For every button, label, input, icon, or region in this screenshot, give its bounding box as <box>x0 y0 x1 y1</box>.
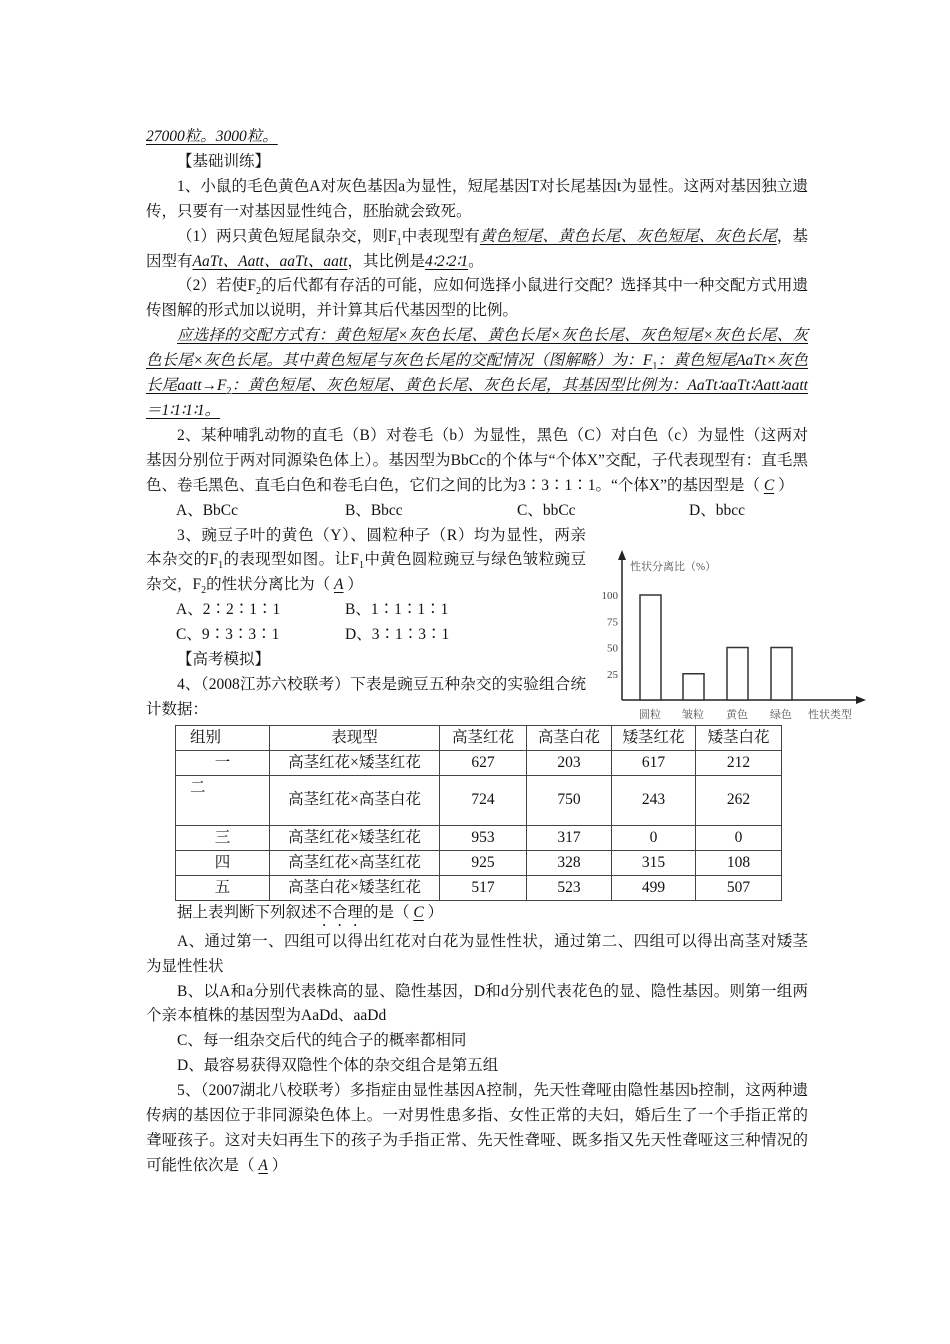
text: 的性状分离比为（ <box>206 576 335 594</box>
y-tick-label: 50 <box>607 642 618 655</box>
answer-text: ：黄色短尾AaTt×灰色长尾aatt→F <box>146 352 809 395</box>
paragraph <box>146 1029 808 1054</box>
text: ，其比例是 <box>347 252 426 270</box>
table-row <box>176 825 782 850</box>
q2-option-c: C、bbCc <box>517 501 576 519</box>
text: D、最容易获得双隐性个体的杂交组合是第五组 <box>177 1057 499 1075</box>
table-cell: 四 <box>176 850 270 875</box>
answer-text: C <box>413 903 424 921</box>
column-header: 组别 <box>176 725 270 750</box>
table-cell: 108 <box>696 850 782 875</box>
table-cell: 0 <box>612 825 696 850</box>
y-axis-arrow-icon <box>618 550 626 560</box>
answer-text: 4∶2∶2∶1 <box>425 252 469 270</box>
table-cell: 高茎红花×矮茎红花 <box>270 750 440 775</box>
text: 中黄色圆粒豌豆与绿色皱粒豌豆杂交，F <box>146 551 587 594</box>
answer-text: 黄色短尾、黄色长尾、灰色短尾、灰色长尾 <box>479 227 777 245</box>
x-tick-label: 皱粒 <box>682 709 704 721</box>
emphasized-text: 不合理 <box>316 903 364 921</box>
text: ） <box>343 576 363 594</box>
q2-option-d: D、bbcc <box>689 501 745 519</box>
q3-option-d: D、3∶1∶3∶1 <box>345 626 450 644</box>
column-header: 矮茎红花 <box>612 725 696 750</box>
paragraph <box>146 175 808 225</box>
table-cell: 507 <box>696 875 782 900</box>
y-tick-label: 75 <box>607 616 618 629</box>
answer-text: 应选择的交配方式有：黄色短尾×灰色长尾、黄色长尾×灰色长尾、灰色短尾×灰色长尾、灰色长尾×灰色长尾。其中黄色短尾与灰色长尾的交配情况（图解略）为：F <box>146 327 808 370</box>
table-cell: 750 <box>527 775 612 825</box>
text: 的是（ <box>363 903 414 921</box>
table-cell: 953 <box>440 825 527 850</box>
table-header-row <box>176 725 782 750</box>
column-header: 高茎红花 <box>440 725 527 750</box>
table-cell: 二 <box>176 775 270 825</box>
table-cell: 高茎红花×高茎红花 <box>270 850 440 875</box>
text: 4、（2008江苏六校联考）下表是豌豆五种杂交的实验组合统计数据： <box>146 675 586 718</box>
table-cell: 五 <box>176 875 270 900</box>
answer-text: A <box>334 576 344 594</box>
table-cell: 243 <box>612 775 696 825</box>
text: ） <box>423 903 444 921</box>
text: A、通过第一、四组可以得出红花对白花为显性性状，通过第二、四组可以得出高茎对矮茎为显性性状 <box>146 932 808 975</box>
table-row <box>176 775 782 825</box>
subscript: 2 <box>256 286 262 298</box>
column-header: 高茎白花 <box>527 725 612 750</box>
answer-text: A <box>258 1156 268 1174</box>
text: （1）两只黄色短尾鼠杂交，则F <box>177 227 397 245</box>
column-header: 矮茎白花 <box>696 725 782 750</box>
paragraph <box>146 324 808 424</box>
text: B、以A和a分别代表株高的显、隐性基因，D和d分别代表花色的显、隐性基因。则第一组两个亲本植株的基因型为AaDd、aaDd <box>146 982 808 1025</box>
table-cell: 203 <box>527 750 612 775</box>
table-cell: 724 <box>440 775 527 825</box>
text: ） <box>267 1156 288 1174</box>
paragraph <box>146 150 808 175</box>
paragraph <box>146 1079 808 1179</box>
paragraph <box>146 424 808 499</box>
y-tick-label: 100 <box>601 590 618 602</box>
paragraph <box>146 274 808 324</box>
answer-text: ：黄色短尾、灰色短尾、黄色长尾、灰色长尾，其基因型比例为：AaTt∶aaTt∶Aatt∶aatt＝1∶1∶1∶1。 <box>146 377 808 419</box>
q3-option-c: C、9∶3∶3∶1 <box>176 626 280 644</box>
table-cell: 高茎红花×高茎白花 <box>270 775 440 825</box>
text: 【高考模拟】 <box>177 651 271 669</box>
answer-text: 27000粒。3000粒。 <box>146 128 278 145</box>
table-cell: 499 <box>612 875 696 900</box>
table-cell: 三 <box>176 825 270 850</box>
text: （2）若使F <box>177 277 257 295</box>
table-cell: 315 <box>612 850 696 875</box>
subscript: 2 <box>226 386 232 398</box>
bar-圆粒 <box>640 595 661 700</box>
text: ） <box>774 476 794 494</box>
q4-q5-section <box>146 901 808 1179</box>
x-tick-label: 圆粒 <box>639 709 661 721</box>
text: 1、小鼠的毛色黄色A对灰色基因a为显性，短尾基因T对长尾基因t为显性。这两对基因独立遗传，只要有一对基因显性纯合，胚胎就会致死。 <box>146 177 808 220</box>
table-cell: 0 <box>696 825 782 850</box>
x-axis-arrow-icon <box>856 696 866 704</box>
table-row <box>176 750 782 775</box>
y-axis-label: 性状分离比（%） <box>630 561 717 573</box>
subscript: 1 <box>652 361 658 373</box>
text: ，基因型有 <box>146 227 808 270</box>
intro-section <box>146 125 808 499</box>
paragraph <box>146 901 808 930</box>
bar-黄色 <box>727 648 748 701</box>
table-cell: 一 <box>176 750 270 775</box>
answer-text: AaTt、Aatt、aaTt、aatt <box>192 252 348 270</box>
text: 的后代都有存活的可能，应如何选择小鼠进行交配？选择其中一种交配方式用遗传图解的形式加以说明，并计算其后代基因型的比例。 <box>146 277 808 320</box>
bar-绿色 <box>771 648 792 701</box>
bar-皱粒 <box>683 674 704 700</box>
q3-option-b: B、1∶1∶1∶1 <box>345 601 449 619</box>
paragraph <box>146 648 586 673</box>
text: 据上表判断下列叙述 <box>177 903 317 921</box>
text: 2、某种哺乳动物的直毛（B）对卷毛（b）为显性，黑色（C）对白色（c）为显性（这两对基因分别位于两对同源染色体上）。基因型为BbCc的个体与“个体X”交配，子代表现型有：直毛黑色、卷毛黑色、直毛白色和卷毛白色，它们之间的比为3∶3∶1∶1。“个体X”的基因型是（ <box>146 426 808 494</box>
subscript: 1 <box>396 236 402 248</box>
table-cell: 627 <box>440 750 527 775</box>
subscript: 2 <box>201 585 207 597</box>
y-tick-label: 25 <box>607 668 618 681</box>
q2-option-a: A、BbCc <box>176 501 239 519</box>
paragraph <box>146 125 808 150</box>
text: 中表现型有 <box>401 227 480 245</box>
table-cell: 高茎白花×矮茎红花 <box>270 875 440 900</box>
trait-ratio-bar-chart <box>590 548 870 728</box>
subscript: 1 <box>218 560 224 572</box>
q3-option-a: A、2∶2∶1∶1 <box>176 601 281 619</box>
text: 的表现型如图。让F <box>223 551 359 569</box>
table-cell: 212 <box>696 750 782 775</box>
q2-options <box>146 499 808 524</box>
table-row <box>176 875 782 900</box>
column-header: 表现型 <box>270 725 440 750</box>
text: 。 <box>468 252 484 270</box>
answer-text: C <box>763 476 775 494</box>
table-cell: 328 <box>527 850 612 875</box>
table-cell: 262 <box>696 775 782 825</box>
table-cell: 523 <box>527 875 612 900</box>
paragraph <box>146 980 808 1030</box>
x-axis-label: 性状类型 <box>808 709 852 721</box>
paragraph <box>146 225 808 275</box>
table-cell: 617 <box>612 750 696 775</box>
table-cell: 517 <box>440 875 527 900</box>
x-tick-label: 黄色 <box>726 709 748 721</box>
paragraph <box>146 930 808 980</box>
table-row <box>176 850 782 875</box>
table-cell: 925 <box>440 850 527 875</box>
paragraph <box>146 524 586 599</box>
paragraph <box>146 1054 808 1079</box>
table-cell: 317 <box>527 825 612 850</box>
table-cell: 高茎红花×矮茎红花 <box>270 825 440 850</box>
text: C、每一组杂交后代的纯合子的概率都相同 <box>177 1032 467 1050</box>
x-tick-label: 绿色 <box>770 709 792 721</box>
text: 5、（2007湖北八校联考）多指症由显性基因A控制，先天性聋哑由隐性基因b控制，这两种遗传病的基因位于非同源染色体上。一对男性患多指、女性正常的夫妇，婚后生了一个手指正常的聋哑孩子。这对夫妇再生下的孩子为手指正常、先天性聋哑、既多指又先天性聋哑这三种情况的可能性依次是（ <box>146 1082 808 1174</box>
cross-data-table <box>175 725 782 901</box>
text: 3、豌豆子叶的黄色（Y）、圆粒种子（R）均为显性，两亲本杂交的F <box>146 526 586 569</box>
paragraph <box>146 673 586 723</box>
text: 【基础训练】 <box>177 152 271 170</box>
subscript: 1 <box>358 560 364 572</box>
q2-option-b: B、Bbcc <box>345 501 403 519</box>
